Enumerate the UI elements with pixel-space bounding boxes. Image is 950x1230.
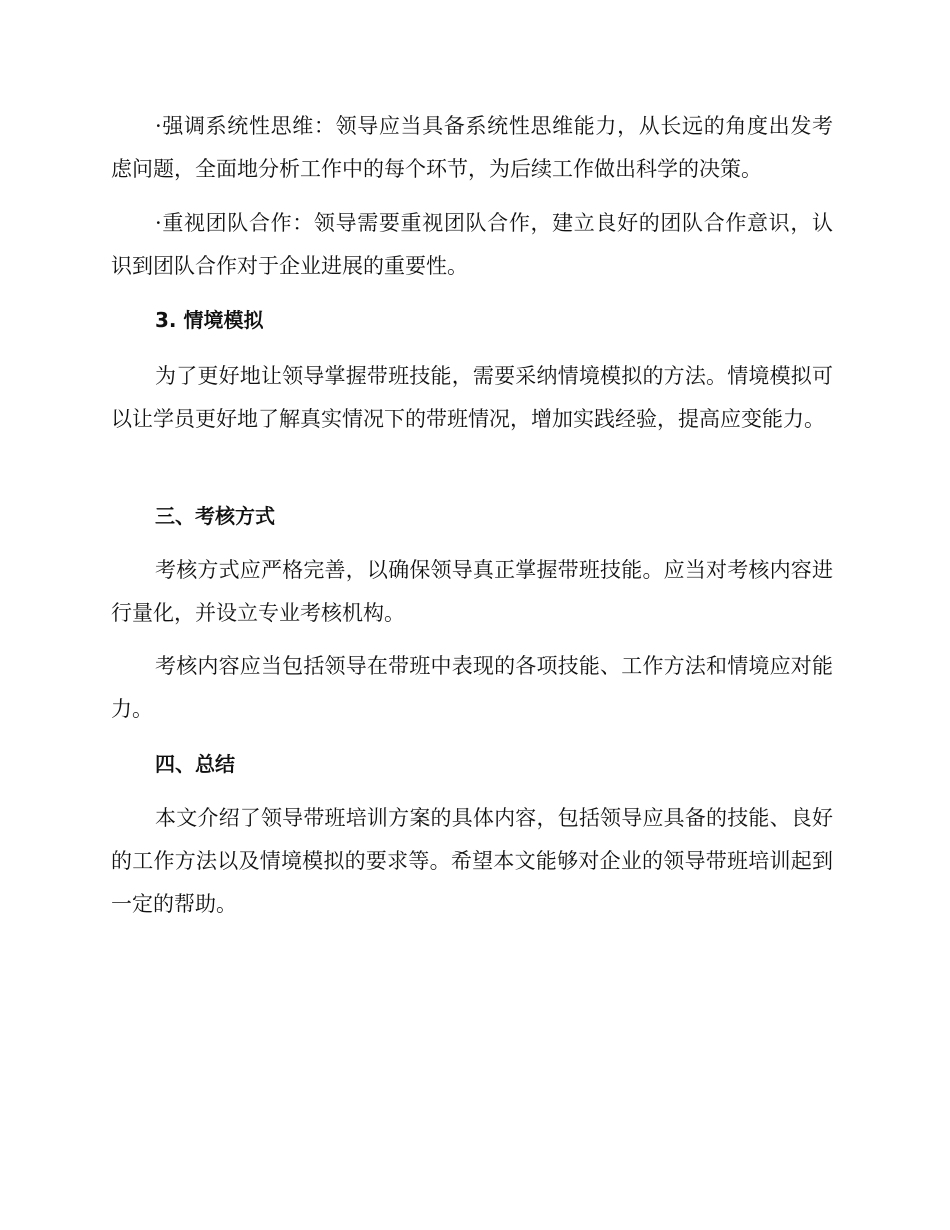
paragraph-assessment-1: 考核方式应严格完善，以确保领导真正掌握带班技能。应当对考核内容进行量化，并设立专业考核机构。 bbox=[111, 558, 833, 625]
paragraph-scenario-simulation: 为了更好地让领导掌握带班技能，需要采纳情境模拟的方法。情境模拟可以让学员更好地了解真实情况下的带班情况，增加实践经验，提高应变能力。 bbox=[111, 364, 833, 431]
paragraph-summary: 本文介绍了领导带班培训方案的具体内容，包括领导应具备的技能、良好的工作方法以及情境模拟的要求等。希望本文能够对企业的领导带班培训起到一定的帮助。 bbox=[111, 806, 833, 916]
heading-assessment-method: 三、考核方式 bbox=[155, 504, 275, 528]
heading-summary: 四、总结 bbox=[155, 752, 235, 776]
bullet-teamwork: ·重视团队合作：领导需要重视团队合作，建立良好的团队合作意识，认识到团队合作对于企业进展的重要性。 bbox=[111, 211, 833, 278]
heading-scenario-simulation: 3. 情境模拟 bbox=[155, 308, 264, 332]
paragraph-assessment-2: 考核内容应当包括领导在带班中表现的各项技能、工作方法和情境应对能力。 bbox=[111, 654, 833, 721]
bullet-systems-thinking: ·强调系统性思维：领导应当具备系统性思维能力，从长远的角度出发考虑问题，全面地分析工作中的每个环节，为后续工作做出科学的决策。 bbox=[111, 114, 833, 181]
